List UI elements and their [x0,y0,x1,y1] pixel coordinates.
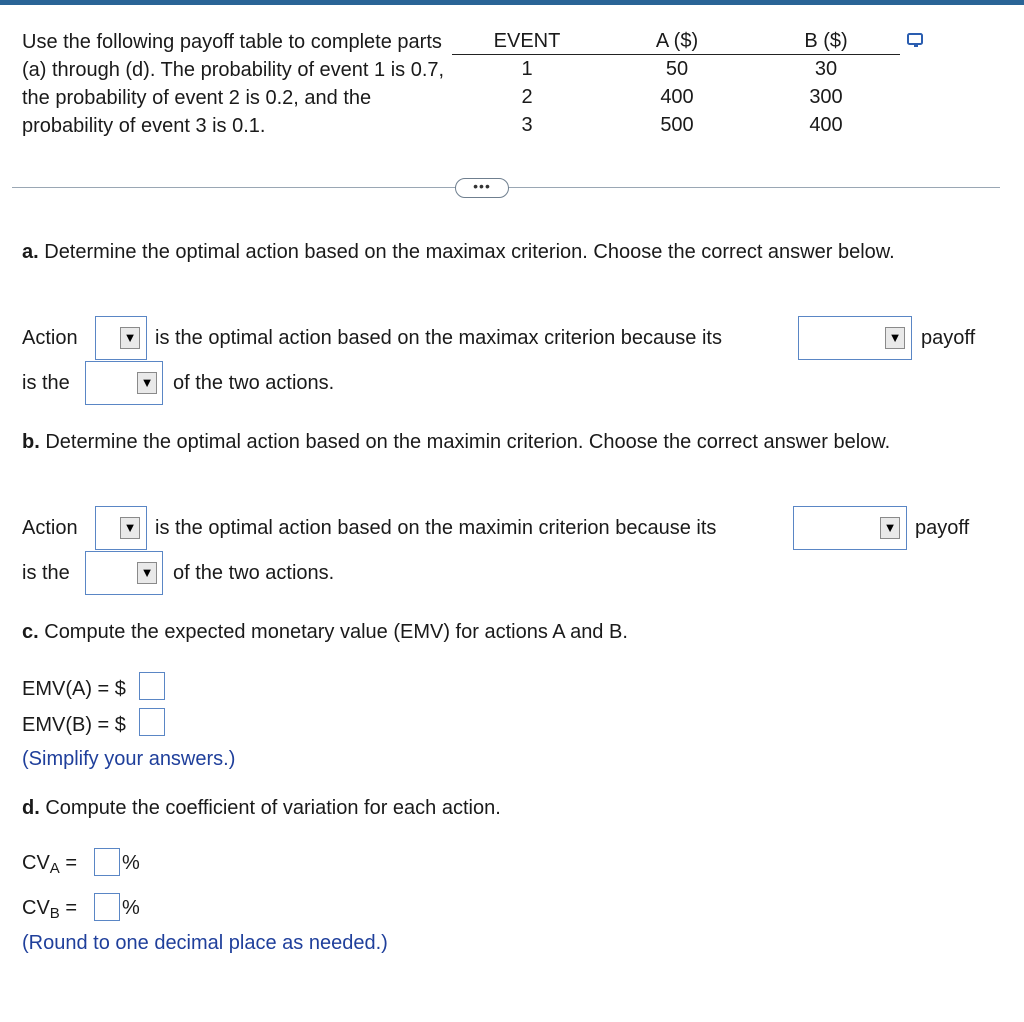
table-cell: 2 [521,85,533,108]
part-letter: a. [22,241,39,263]
chevron-down-icon: ▼ [120,327,140,349]
part-a-action-label: Action [22,327,78,349]
part-letter: c. [22,621,39,643]
table-row [452,55,900,84]
emv-b-label: EMV(B) = $ [22,714,126,736]
part-a-action-dropdown[interactable] [95,316,147,360]
part-a-payoff-label: payoff [921,327,976,349]
part-b-prompt [22,428,962,456]
chevron-down-icon: ▼ [120,517,140,539]
expand-more-button[interactable]: ••• [455,178,509,198]
part-b-prompt-text: b. Determine the optimal action based on the maximin criterion. Choose the correct answer below. [22,431,891,453]
part-b-payoff-dropdown[interactable] [793,506,907,550]
part-b-payoff-label: payoff [915,517,970,539]
part-c-hint: (Simplify your answers.) [22,748,236,770]
part-b-middle-text: is the optimal action based on the maximin criterion because its [155,517,717,539]
part-a-prompt-text: a. Determine the optimal action based on the maximax criterion. Choose the correct answer below. [22,241,895,263]
emv-b-input[interactable] [139,708,165,736]
part-c-prompt [22,618,962,646]
table-cell: 1 [521,57,533,80]
cv-a-input[interactable] [94,848,120,876]
cv-b-equals: = [65,897,78,919]
table-cell: 400 [809,113,843,136]
chevron-down-icon: ▼ [885,327,905,349]
cv-b-percent: % [122,897,140,919]
part-c-prompt-text: c. Compute the expected monetary value (EMV) for actions A and B. [22,621,628,643]
chevron-down-icon: ▼ [880,517,900,539]
top-bar [0,0,1024,5]
chevron-down-icon: ▼ [137,372,157,394]
part-b-action-dropdown[interactable] [95,506,147,550]
table-cell: 500 [660,113,694,136]
part-letter: d. [22,797,40,819]
cv-a-equals: = [65,852,78,874]
header-a: A ($) [602,28,752,55]
part-d-prompt [22,794,962,822]
header-b: B ($) [752,28,900,55]
part-a-prompt [22,238,962,266]
table-row [452,111,900,139]
part-a-payoff-dropdown[interactable] [798,316,912,360]
table-cell: 400 [660,85,694,108]
header-event: EVENT [452,28,602,55]
part-b-action-label: Action [22,517,78,539]
part-d-hint: (Round to one decimal place as needed.) [22,932,388,954]
cv-a-main: CV [22,852,50,874]
cv-a-percent: % [122,852,140,874]
table-cell: 50 [665,57,689,80]
part-b-end-text: of the two actions. [173,562,335,584]
table-cell: 30 [814,57,838,80]
table-row [452,83,900,111]
table-header-row [452,28,900,55]
copy-icon[interactable] [906,30,926,50]
part-a-comparison-dropdown[interactable] [85,361,163,405]
part-b-is-the-label: is the [22,562,70,584]
part-a-end-text: of the two actions. [173,372,335,394]
cv-a-subscript: A [49,860,60,877]
cv-b-label [22,894,77,928]
table-cell: 3 [521,113,533,136]
cv-a-label [22,849,77,883]
emv-a-label: EMV(A) = $ [22,678,126,700]
emv-a-input[interactable] [139,672,165,700]
cv-b-main: CV [22,897,50,919]
part-b-comparison-dropdown[interactable] [85,551,163,595]
chevron-down-icon: ▼ [137,562,157,584]
part-d-prompt-text: d. Compute the coefficient of variation for each action. [22,797,501,819]
payoff-table [452,28,900,139]
question-intro: Use the following payoff table to complete parts (a) through (d). The probability of event 1 is 0.7, the probability of event 2 is 0.2, and the probability of event 3 is 0.1. [22,31,445,137]
cv-b-subscript: B [49,905,60,922]
table-cell: 300 [809,85,843,108]
part-a-is-the-label: is the [22,372,70,394]
part-a-middle-text: is the optimal action based on the maximax criterion because its [155,327,722,349]
cv-b-input[interactable] [94,893,120,921]
part-letter: b. [22,431,40,453]
